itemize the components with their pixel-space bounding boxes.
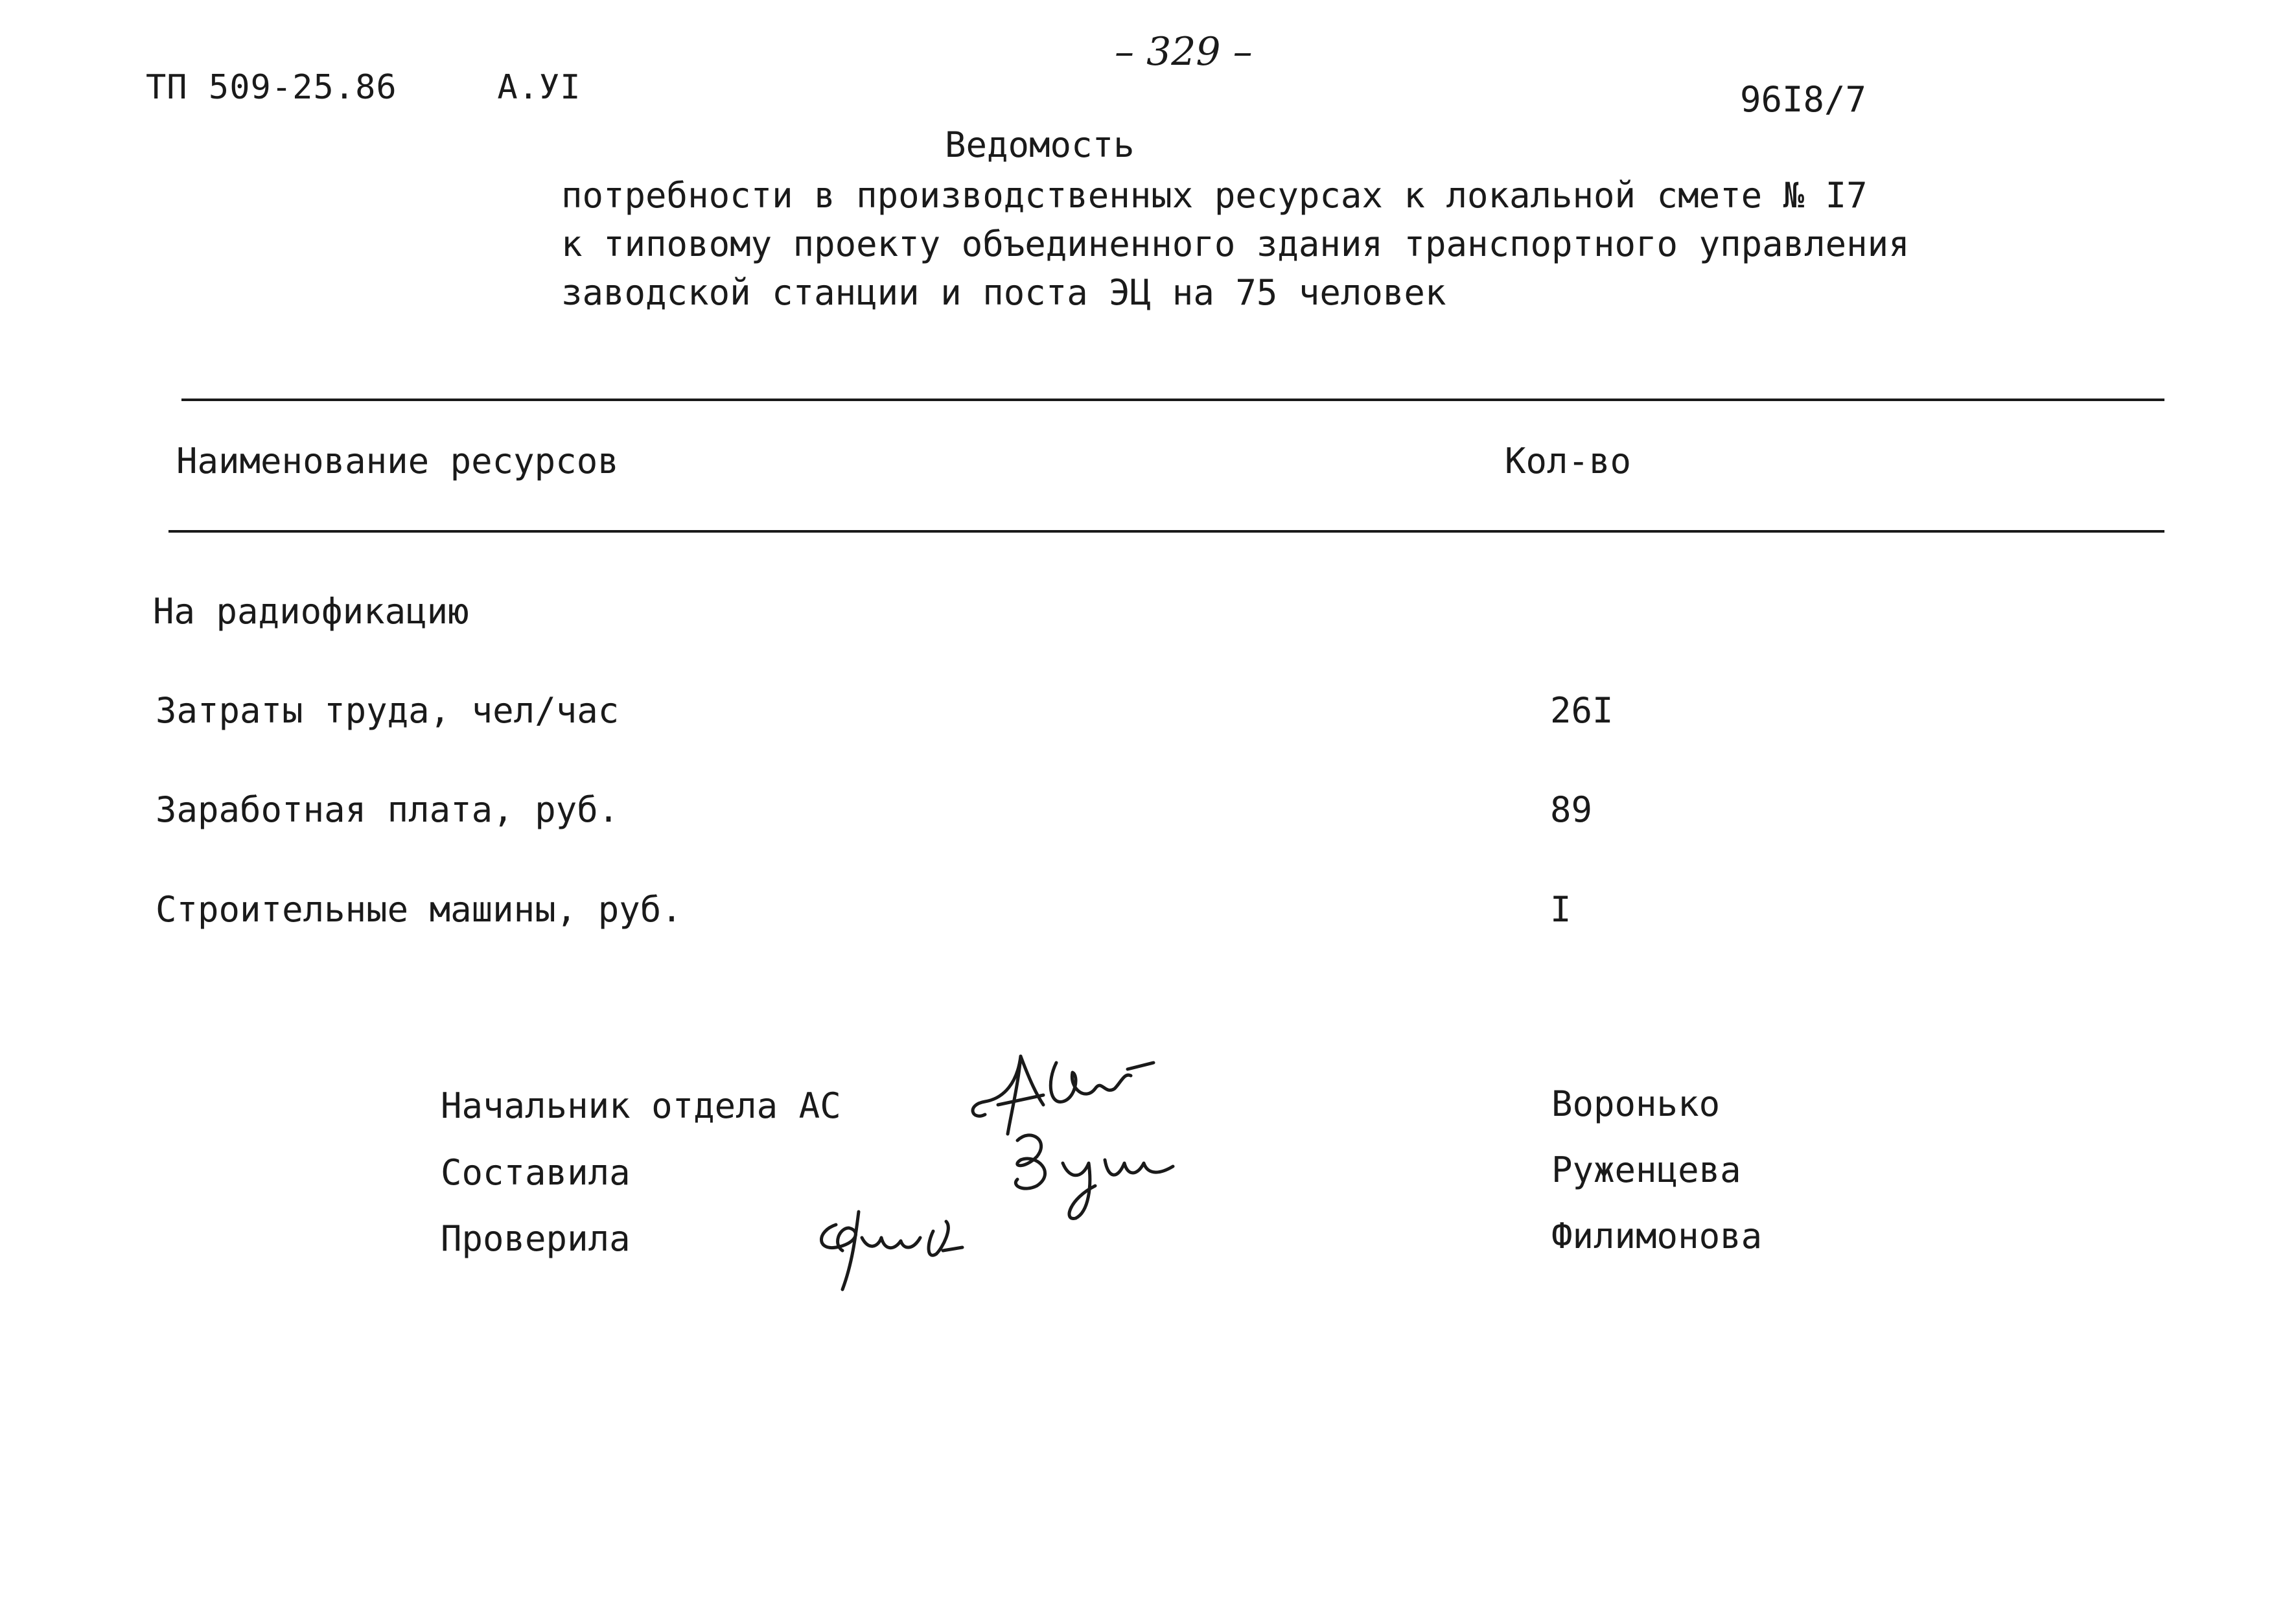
table-header-rule xyxy=(168,530,2164,533)
table-row-label: Затраты труда, чел/час xyxy=(156,690,620,731)
album-number: А.УI xyxy=(497,68,581,107)
section-title: На радиофикацию xyxy=(153,591,469,632)
subtitle-line-1: потребности в производственных ресурсах к локальной смете № I7 xyxy=(561,175,1868,216)
signature-head-of-department xyxy=(959,1043,1166,1140)
page-number: – 329 – xyxy=(1115,29,1253,75)
document-title: Ведомость xyxy=(945,124,1135,165)
project-code: ТП 509-25.86 xyxy=(146,68,397,107)
signature-compiler xyxy=(998,1127,1192,1231)
table-row-label: Заработная плата, руб. xyxy=(156,789,620,830)
doc-number: 96I8/7 xyxy=(1740,79,1867,120)
signer-name: Воронько xyxy=(1551,1083,1721,1124)
column-header-qty: Кол-во xyxy=(1505,441,1632,481)
subtitle-line-2: к типовому проекту объединенного здания транспортного управления xyxy=(561,224,1910,264)
signer-name: Руженцева xyxy=(1551,1150,1741,1190)
document-code xyxy=(146,68,581,107)
table-top-rule xyxy=(181,399,2164,401)
signer-role: Начальник отдела АС xyxy=(441,1085,841,1126)
column-header-name: Наименование ресурсов xyxy=(176,441,619,481)
table-row-label: Строительные машины, руб. xyxy=(156,889,682,930)
subtitle-line-3: заводской станции и поста ЭЦ на 75 человек xyxy=(561,272,1446,313)
signer-name: Филимонова xyxy=(1551,1216,1763,1256)
table-row-value: 26I xyxy=(1550,690,1614,731)
table-row-value: 89 xyxy=(1550,789,1593,830)
table-row-value: I xyxy=(1550,889,1571,930)
signer-role: Проверила xyxy=(441,1218,631,1259)
signer-role: Составила xyxy=(441,1152,631,1193)
signature-checker xyxy=(804,1199,979,1296)
